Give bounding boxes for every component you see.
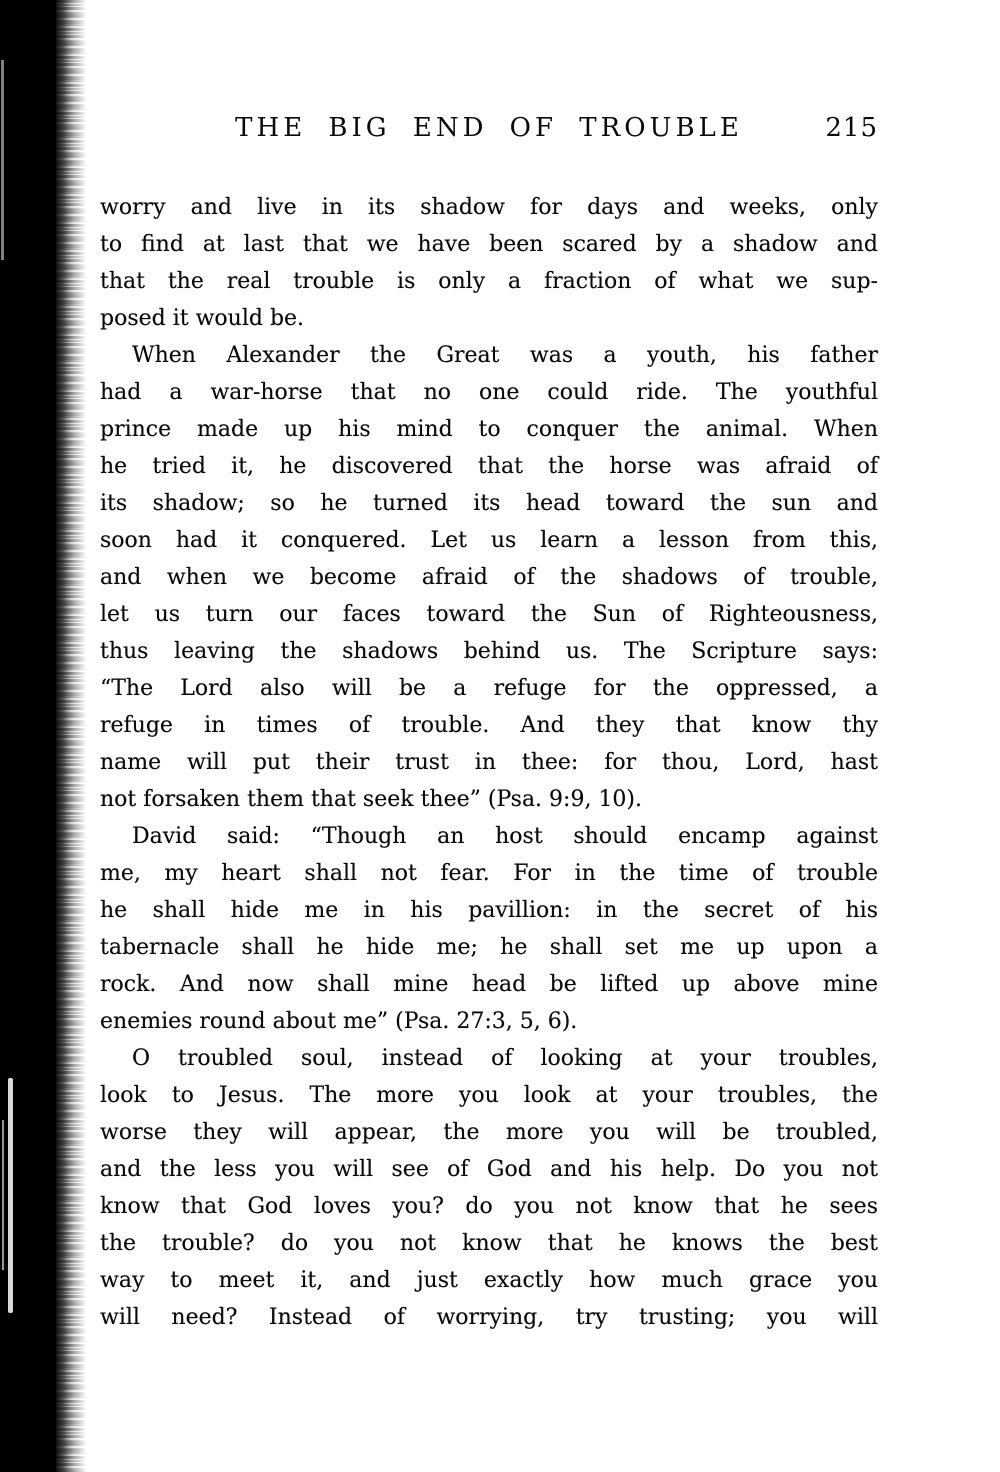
text-line: he tried it, he discovered that the horse was afraid of xyxy=(100,454,878,479)
text-line: to find at last that we have been scared by a shadow and xyxy=(100,232,878,257)
text-line: worse they will appear, the more you will be troubled, xyxy=(100,1120,878,1145)
text-line: soon had it conquered. Let us learn a lesson from this, xyxy=(100,528,878,553)
text-line: enemies round about me” (Psa. 27:3, 5, 6). xyxy=(100,1009,578,1034)
text-line: its shadow; so he turned its head toward the sun and xyxy=(100,491,878,516)
text-line: that the real trouble is only a fraction of what we sup- xyxy=(100,269,878,294)
page-number: 215 xyxy=(825,113,878,143)
text-line: When Alexander the Great was a youth, his father xyxy=(132,343,878,368)
text-line: way to meet it, and just exactly how much grace you xyxy=(100,1268,878,1293)
text-line: “The Lord also will be a refuge for the oppressed, a xyxy=(100,676,878,701)
text-line: worry and live in its shadow for days and weeks, only xyxy=(100,195,878,220)
body-text xyxy=(100,189,878,1336)
chapter-title: THE BIG END OF TROUBLE xyxy=(235,113,743,143)
text-line: rock. And now shall mine head be lifted up above mine xyxy=(100,972,878,997)
text-line: prince made up his mind to conquer the animal. When xyxy=(100,417,878,442)
text-line: and when we become afraid of the shadows of trouble, xyxy=(100,565,878,590)
text-line: David said: “Though an host should encamp against xyxy=(132,824,878,849)
text-line: not forsaken them that seek thee” (Psa. 9:9, 10). xyxy=(100,787,643,812)
scan-artifact-white-sliver xyxy=(1,60,4,260)
scan-artifact-white-sliver xyxy=(2,1120,4,1270)
text-line: thus leaving the shadows behind us. The Scripture says: xyxy=(100,639,878,664)
text-line: name will put their trust in thee: for thou, Lord, hast xyxy=(100,750,878,775)
text-line: had a war-horse that no one could ride. The youthful xyxy=(100,380,878,405)
text-line: know that God loves you? do you not know that he sees xyxy=(100,1194,878,1219)
scan-artifact-white-sliver xyxy=(8,1078,13,1313)
running-header xyxy=(100,112,878,144)
text-line: let us turn our faces toward the Sun of Righteousness, xyxy=(100,602,878,627)
text-line: and the less you will see of God and his help. Do you not xyxy=(100,1157,878,1182)
text-line: he shall hide me in his pavillion: in the secret of his xyxy=(100,898,878,923)
text-line: the trouble? do you not know that he knows the best xyxy=(100,1231,878,1256)
text-line: O troubled soul, instead of looking at your troubles, xyxy=(132,1046,878,1071)
page-content xyxy=(100,112,878,1336)
text-line: look to Jesus. The more you look at your troubles, the xyxy=(100,1083,878,1108)
text-line: posed it would be. xyxy=(100,306,305,331)
text-line: tabernacle shall he hide me; he shall set me up upon a xyxy=(100,935,878,960)
text-line: me, my heart shall not fear. For in the time of trouble xyxy=(100,861,878,886)
text-line: refuge in times of trouble. And they that know thy xyxy=(100,713,878,738)
gutter-shadow-ragged-edge xyxy=(54,0,88,1472)
text-line: will need? Instead of worrying, try trusting; you will xyxy=(100,1305,878,1330)
